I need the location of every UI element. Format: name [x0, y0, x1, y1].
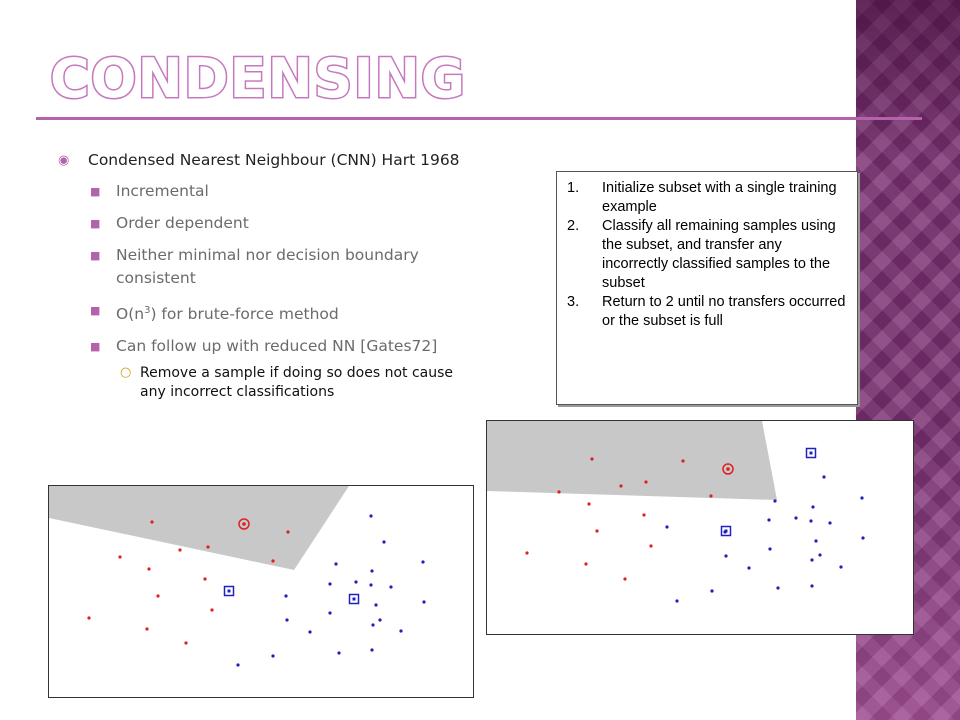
blue-point — [369, 583, 372, 586]
blue-prototype-center — [353, 598, 356, 601]
bullet-sub-1 — [58, 180, 478, 203]
blue-point — [768, 547, 771, 550]
title-underline — [36, 117, 922, 120]
blue-point — [422, 600, 425, 603]
bullet-main-text: Condensed Nearest Neighbour (CNN) Hart 1968 — [88, 151, 460, 169]
red-point — [87, 616, 90, 619]
bullet-sub-text: Incremental — [116, 182, 209, 200]
red-point — [156, 594, 159, 597]
blue-point — [421, 560, 424, 563]
red-prototype-center — [726, 467, 730, 471]
red-point — [150, 520, 153, 523]
algorithm-step — [557, 179, 857, 217]
blue-point — [809, 519, 812, 522]
blue-point — [839, 565, 842, 568]
bullet-sub-3 — [58, 244, 478, 290]
blue-prototypes — [225, 587, 359, 604]
blue-point — [354, 580, 357, 583]
red-point — [271, 559, 274, 562]
bullet-sub-2 — [58, 212, 478, 235]
blue-point — [328, 611, 331, 614]
blue-point — [382, 540, 385, 543]
bullet-square-icon: ■ — [90, 340, 101, 354]
red-point — [286, 530, 289, 533]
blue-point — [369, 514, 372, 517]
red-point — [525, 551, 528, 554]
red-point — [118, 555, 121, 558]
class-region — [49, 486, 349, 570]
slide-title: CONDENSING — [50, 47, 467, 110]
step-text: Initialize subset with a single training example — [602, 180, 837, 215]
blue-prototype-center — [725, 530, 728, 533]
red-point — [619, 484, 622, 487]
bullet-square-icon: ■ — [90, 304, 101, 317]
blue-point — [308, 630, 311, 633]
red-point — [178, 548, 181, 551]
blue-point — [370, 648, 373, 651]
blue-prototype-center — [228, 590, 231, 593]
blue-point — [814, 539, 817, 542]
step-number: 3. — [567, 294, 580, 310]
blue-point — [811, 505, 814, 508]
blue-point — [747, 566, 750, 569]
red-point — [644, 480, 647, 483]
blue-point — [810, 584, 813, 587]
bullet-square-icon: ■ — [90, 185, 101, 198]
blue-point — [236, 663, 239, 666]
red-point — [587, 502, 590, 505]
scatter-figure-right — [486, 420, 914, 635]
blue-point — [828, 521, 831, 524]
red-point — [557, 490, 560, 493]
bullet-sub-text: Order dependent — [116, 214, 249, 232]
blue-point — [776, 586, 779, 589]
blue-point — [675, 599, 678, 602]
red-point — [147, 567, 150, 570]
step-text: Return to 2 until no transfers occurred or the subset is full — [602, 294, 846, 329]
blue-point — [665, 525, 668, 528]
bullet-target-icon: ◉ — [58, 153, 70, 168]
blue-point — [378, 618, 381, 621]
bullet-sub-text: Neither minimal nor decision boundary consistent — [116, 246, 419, 287]
blue-point — [861, 536, 864, 539]
red-point — [595, 529, 598, 532]
bullet-main — [58, 150, 478, 171]
blue-point — [794, 516, 797, 519]
red-point — [709, 494, 712, 497]
blue-point — [724, 554, 727, 557]
blue-point — [374, 603, 377, 606]
blue-point — [818, 553, 821, 556]
step-number: 2. — [567, 218, 580, 234]
blue-point — [371, 623, 374, 626]
red-point — [184, 641, 187, 644]
red-prototype-center — [242, 522, 246, 526]
blue-point — [334, 562, 337, 565]
bullet-subsub — [58, 364, 478, 402]
scatter-figure-left — [48, 485, 474, 698]
red-point — [649, 544, 652, 547]
red-point — [210, 608, 213, 611]
blue-point — [810, 558, 813, 561]
class-region — [487, 421, 777, 500]
blue-point — [389, 585, 392, 588]
bullet-list — [58, 150, 478, 402]
red-point — [623, 577, 626, 580]
step-text: Classify all remaining samples using the subset, and transfer any incorrectly classified samples to the subset — [602, 218, 836, 291]
bullet-ring-icon: ○ — [120, 365, 132, 381]
blue-prototype-center — [810, 452, 813, 455]
algorithm-step — [557, 293, 857, 331]
blue-point — [399, 629, 402, 632]
scatter-plot-left — [49, 486, 473, 697]
blue-point — [710, 589, 713, 592]
blue-point — [285, 618, 288, 621]
red-point — [681, 459, 684, 462]
red-point — [203, 577, 206, 580]
red-point — [590, 457, 593, 460]
blue-point — [370, 569, 373, 572]
bullet-square-icon: ■ — [90, 249, 101, 262]
scatter-plot-right — [487, 421, 913, 634]
algorithm-steps-box — [556, 171, 858, 405]
blue-point — [271, 654, 274, 657]
blue-point — [767, 518, 770, 521]
red-point — [206, 545, 209, 548]
bullet-square-icon: ■ — [90, 217, 101, 230]
blue-point — [337, 651, 340, 654]
blue-point — [773, 499, 776, 502]
algorithm-step — [557, 217, 857, 293]
blue-point — [284, 594, 287, 597]
blue-point — [328, 582, 331, 585]
step-number: 1. — [567, 180, 580, 196]
red-point — [642, 513, 645, 516]
red-point — [145, 627, 148, 630]
bullet-sub-text: $O(n^3)$ for brute-force method — [116, 305, 339, 324]
red-point — [584, 562, 587, 565]
blue-point — [860, 496, 863, 499]
blue-point — [822, 475, 825, 478]
bullet-subsub-text: Remove a sample if doing so does not cause any incorrect classifications — [140, 365, 454, 401]
bullet-sub-5 — [58, 335, 478, 358]
bullet-sub-text: Can follow up with reduced NN [Gates72] — [116, 337, 438, 356]
bullet-sub-4 — [58, 299, 478, 326]
